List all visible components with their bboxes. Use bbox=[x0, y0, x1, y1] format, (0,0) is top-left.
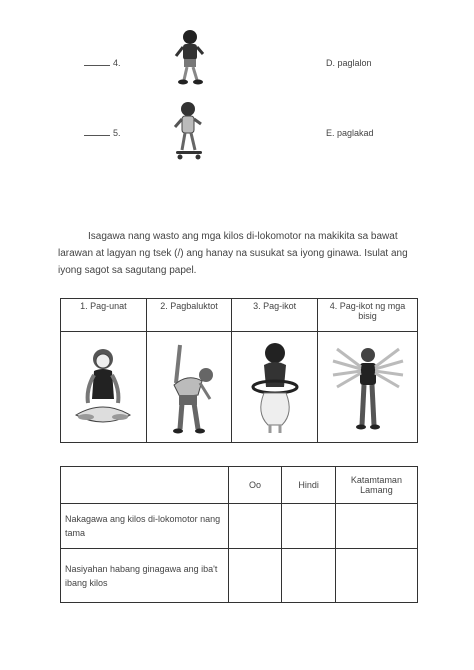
rating-row bbox=[61, 549, 418, 603]
rating-table bbox=[60, 466, 418, 603]
choice-e: E. paglakad bbox=[326, 128, 374, 138]
rating-header-blank bbox=[61, 467, 229, 504]
movements-header-row bbox=[61, 299, 418, 332]
movements-picture-row bbox=[61, 332, 418, 443]
girl-stretching-figure-icon bbox=[66, 337, 140, 437]
cell-pagbaluktot bbox=[146, 332, 232, 443]
check-cell-hindi[interactable] bbox=[282, 504, 336, 549]
boy-walking-figure-icon bbox=[170, 28, 210, 86]
choice-d: D. paglalon bbox=[326, 58, 372, 68]
cell-pag-unat bbox=[61, 332, 147, 443]
answer-blank[interactable] bbox=[84, 135, 110, 136]
rating-row-label: Nasiyahan habang ginagawa ang iba't ibang kilos bbox=[61, 549, 229, 603]
instructions-text: Isagawa nang wasto ang mga kilos di-lokomotor na makikita sa bawat larawan at lagyan ng tsek (/) ang hanay na susukat sa iyong ginawa. Isulat ang iyong sagot sa sagutang papel. bbox=[58, 231, 408, 276]
header-katamtaman-lamang: Katamtaman Lamang bbox=[335, 467, 417, 504]
rating-header-row bbox=[61, 467, 418, 504]
boy-skateboard-figure-icon bbox=[170, 100, 210, 162]
boy-bending-figure-icon bbox=[152, 337, 226, 437]
boy-arm-circles-figure-icon bbox=[323, 337, 413, 437]
rating-row-label: Nakagawa ang kilos di-lokomotor nang tama bbox=[61, 504, 229, 549]
check-cell-katamtaman[interactable] bbox=[335, 549, 417, 603]
boy-twisting-figure-icon bbox=[238, 337, 312, 437]
check-cell-oo[interactable] bbox=[228, 549, 282, 603]
header-pag-ikot-bisig: 4. Pag-ikot ng mga bisig bbox=[318, 299, 418, 332]
item-number: 5. bbox=[113, 128, 121, 138]
header-hindi: Hindi bbox=[282, 467, 336, 504]
header-oo: Oo bbox=[228, 467, 282, 504]
rating-row bbox=[61, 504, 418, 549]
item-4 bbox=[84, 58, 121, 68]
item-5 bbox=[84, 128, 121, 138]
header-pagbaluktot: 2. Pagbaluktot bbox=[146, 299, 232, 332]
cell-pag-ikot-bisig bbox=[318, 332, 418, 443]
header-pag-ikot: 3. Pag-ikot bbox=[232, 299, 318, 332]
cell-pag-ikot bbox=[232, 332, 318, 443]
check-cell-hindi[interactable] bbox=[282, 549, 336, 603]
check-cell-oo[interactable] bbox=[228, 504, 282, 549]
movements-table bbox=[60, 298, 418, 443]
item-number: 4. bbox=[113, 58, 121, 68]
header-pag-unat: 1. Pag-unat bbox=[61, 299, 147, 332]
check-cell-katamtaman[interactable] bbox=[335, 504, 417, 549]
instructions-paragraph bbox=[58, 228, 420, 279]
answer-blank[interactable] bbox=[84, 65, 110, 66]
